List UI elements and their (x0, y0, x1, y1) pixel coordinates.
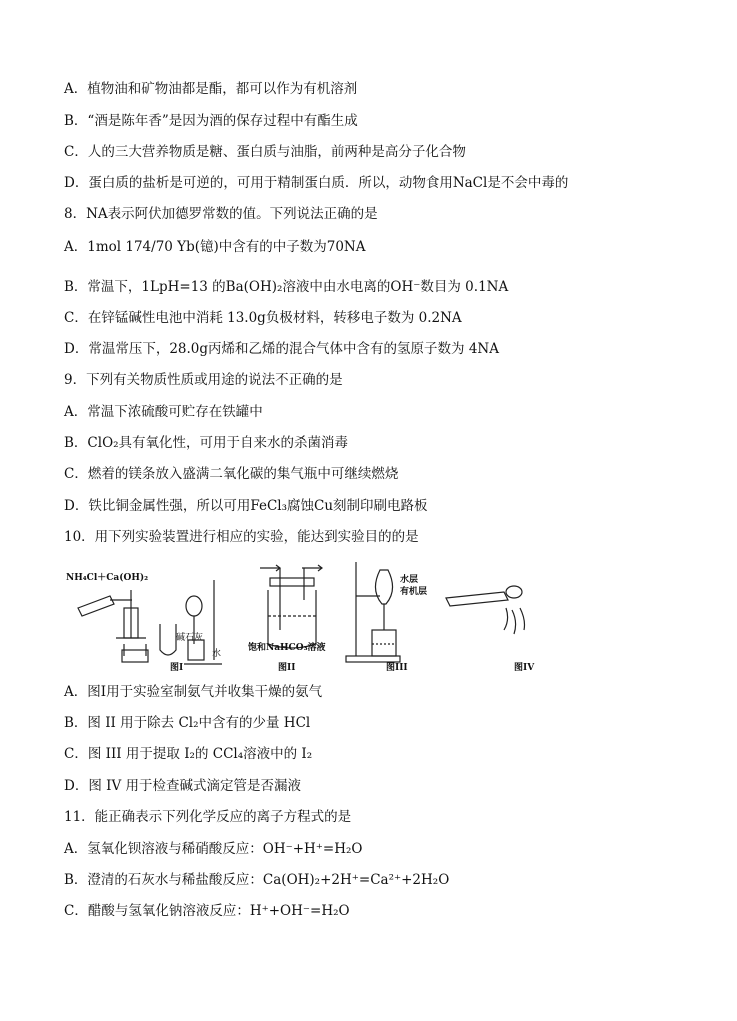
option-8c: C．在锌锰碱性电池中消耗 13.0g负极材料，转移电子数为 0.2NA (64, 310, 462, 326)
figure-4-label: 图IV (514, 663, 535, 673)
option-10a: A．图Ⅰ用于实验室制氨气并收集干燥的氨气 (64, 684, 323, 700)
option-11c: C．醋酸与氢氧化钠溶液反应：H⁺+OH⁻=H₂O (64, 903, 350, 919)
option-9c: C．燃着的镁条放入盛满二氧化碳的集气瓶中可继续燃烧 (64, 466, 399, 482)
option-10c: C．图 III 用于提取 I₂的 CCl₄溶液中的 I₂ (64, 746, 313, 762)
option-9b: B．ClO₂具有氧化性，可用于自来水的杀菌消毒 (64, 435, 349, 451)
option-9d: D．铁比铜金属性强，所以可用FeCl₃腐蚀Cu刻制印刷电路板 (64, 498, 428, 514)
figure-3-organic-layer-label: 有机层 (400, 587, 428, 597)
figure-4-apparatus (446, 586, 525, 634)
figure-1-reagent-label: NH₄Cl＋Ca(OH)₂ (66, 573, 149, 583)
figure-2-apparatus (260, 565, 322, 648)
option-8d: D．常温常压下，28.0g丙烯和乙烯的混合气体中含有的氢原子数为 4NA (64, 341, 499, 357)
option-7d: D．蛋白质的盐析是可逆的，可用于精制蛋白质．所以，动物食用NaCl是不会中毒的 (64, 175, 569, 191)
question-9: 9．下列有关物质性质或用途的说法不正确的是 (64, 372, 343, 388)
figure-3-label: 图III (386, 663, 408, 673)
figure-1-lime-label: 碱石灰 (176, 633, 204, 643)
experiment-figures (64, 560, 664, 672)
figure-1-apparatus (78, 580, 222, 664)
option-7a: A．植物油和矿物油都是酯，都可以作为有机溶剂 (64, 81, 358, 97)
figure-1-water-label: 水 (212, 649, 222, 659)
apparatus-drawings (64, 560, 664, 672)
question-8: 8．NA表示阿伏加德罗常数的值。下列说法正确的是 (64, 206, 378, 222)
figure-3-water-layer-label: 水层 (400, 575, 419, 585)
question-11: 11．能正确表示下列化学反应的离子方程式的是 (64, 809, 352, 825)
question-10: 10．用下列实验装置进行相应的实验，能达到实验目的的是 (64, 529, 419, 545)
option-11a: A．氢氧化钡溶液与稀硝酸反应：OH⁻+H⁺=H₂O (64, 841, 363, 857)
option-8a: A．1mol 174/70 Yb(镱)中含有的中子数为70NA (64, 239, 366, 255)
option-7c: C．人的三大营养物质是糖、蛋白质与油脂，前两种是高分子化合物 (64, 144, 466, 160)
option-11b: B．澄清的石灰水与稀盐酸反应：Ca(OH)₂+2H⁺=Ca²⁺+2H₂O (64, 872, 450, 888)
option-7b: B．“酒是陈年香”是因为酒的保存过程中有酯生成 (64, 113, 358, 129)
figure-3-apparatus (346, 562, 400, 662)
option-10b: B．图 II 用于除去 Cl₂中含有的少量 HCl (64, 715, 311, 731)
option-10d: D．图 IV 用于检查碱式滴定管是否漏液 (64, 778, 301, 794)
figure-2-solution-label: 饱和NaHCO₃溶液 (248, 643, 326, 653)
option-8b: B．常温下，1LpH=13 的Ba(OH)₂溶液中由水电离的OH⁻数目为 0.1NA (64, 279, 509, 295)
option-9a: A．常温下浓硫酸可贮存在铁罐中 (64, 404, 263, 420)
figure-1-label: 图Ⅰ (170, 663, 184, 673)
figure-2-label: 图II (278, 663, 296, 673)
